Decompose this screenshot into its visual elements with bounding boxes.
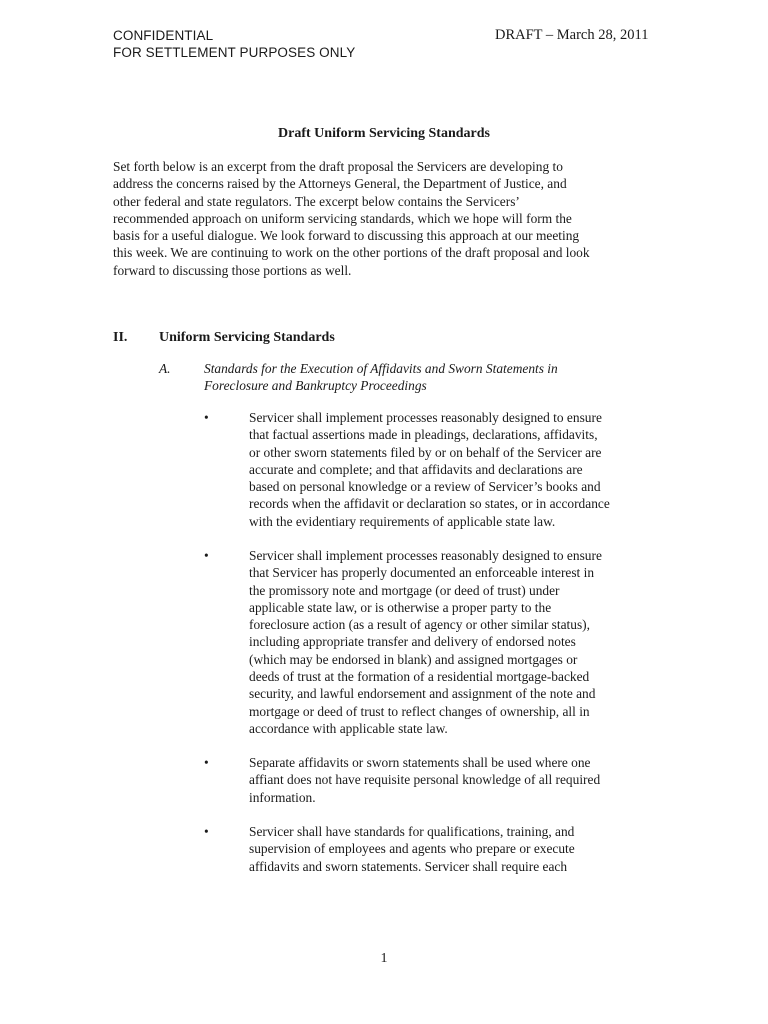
intro-line: this week. We are continuing to work on the other portions of the draft proposal and look	[113, 245, 590, 261]
bullet-line: that factual assertions made in pleadings, declarations, affidavits,	[249, 427, 598, 443]
bullet-line: accordance with applicable state law.	[249, 720, 448, 736]
intro-line: basis for a useful dialogue. We look forward to discussing this approach at our meeting	[113, 228, 580, 244]
section-title: Uniform Servicing Standards	[159, 330, 335, 345]
bullet-icon: •	[204, 548, 209, 563]
bullet-line: security, and lawful endorsement and assignment of the note and	[249, 686, 596, 702]
bullet-line: with the evidentiary requirements of applicable state law.	[249, 513, 556, 529]
bullet-line: or other sworn statements filed by or on behalf of the Servicer are	[249, 444, 602, 460]
section-number: II.	[113, 330, 128, 345]
subsection-title	[204, 360, 644, 395]
page-number: 1	[380, 951, 388, 966]
header-confidential: CONFIDENTIAL	[113, 28, 214, 43]
bullet-line: deeds of trust at the formation of a residential mortgage-backed	[249, 669, 590, 685]
intro-line: address the concerns raised by the Attorneys General, the Department of Justice, and	[113, 176, 567, 192]
bullet-line: supervision of employees and agents who prepare or execute	[249, 841, 575, 857]
bullet-item	[249, 409, 664, 530]
bullet-line: Separate affidavits or sworn statements shall be used where one	[249, 755, 591, 770]
bullet-line: foreclosure action (as a result of agency or other similar status),	[249, 617, 590, 633]
bullet-icon: •	[204, 824, 209, 839]
bullet-line: Servicer shall implement processes reasonably designed to ensure	[249, 410, 602, 425]
bullet-line: including appropriate transfer and delivery of endorsed notes	[249, 634, 576, 650]
bullet-line: the promissory note and mortgage (or deed of trust) under	[249, 582, 560, 598]
document-title: Draft Uniform Servicing Standards	[278, 126, 490, 141]
intro-line: forward to discussing those portions as well.	[113, 262, 352, 278]
bullet-line: Servicer shall implement processes reasonably designed to ensure	[249, 548, 602, 563]
bullet-line: information.	[249, 789, 316, 805]
bullet-line: based on personal knowledge or a review of Servicer’s books and	[249, 479, 601, 495]
bullet-item	[249, 547, 664, 737]
bullet-line: (which may be endorsed in blank) and assigned mortgages or	[249, 651, 578, 667]
header-settlement-note: FOR SETTLEMENT PURPOSES ONLY	[113, 45, 356, 60]
bullet-line: affiant does not have requisite personal knowledge of all required	[249, 772, 601, 788]
bullet-line: that Servicer has properly documented an enforceable interest in	[249, 565, 595, 581]
subsection-title-line: Standards for the Execution of Affidavits and Sworn Statements in	[204, 361, 558, 376]
bullet-line: accurate and complete; and that affidavits and declarations are	[249, 461, 583, 477]
bullet-item	[249, 754, 664, 806]
bullet-icon: •	[204, 755, 209, 770]
intro-paragraph	[113, 158, 673, 279]
bullet-icon: •	[204, 410, 209, 425]
subsection-letter: A.	[159, 361, 171, 376]
intro-line: other federal and state regulators. The excerpt below contains the Servicers’	[113, 193, 520, 209]
bullet-line: mortgage or deed of trust to reflect changes of ownership, all in	[249, 703, 590, 719]
subsection-title-line: Foreclosure and Bankruptcy Proceedings	[204, 378, 427, 394]
header-left	[113, 27, 355, 61]
bullet-line: affidavits and sworn statements. Servicer shall require each	[249, 858, 568, 874]
bullet-line: records when the affidavit or declaration so states, or in accordance	[249, 496, 610, 512]
bullet-line: applicable state law, or is otherwise a proper party to the	[249, 599, 552, 615]
bullet-item	[249, 823, 664, 875]
bullet-line: Servicer shall have standards for qualifications, training, and	[249, 824, 575, 839]
header-draft-date: DRAFT – March 28, 2011	[495, 27, 649, 43]
intro-line: recommended approach on uniform servicing standards, which we hope will form the	[113, 210, 572, 226]
intro-line: Set forth below is an excerpt from the draft proposal the Servicers are developing to	[113, 159, 563, 174]
